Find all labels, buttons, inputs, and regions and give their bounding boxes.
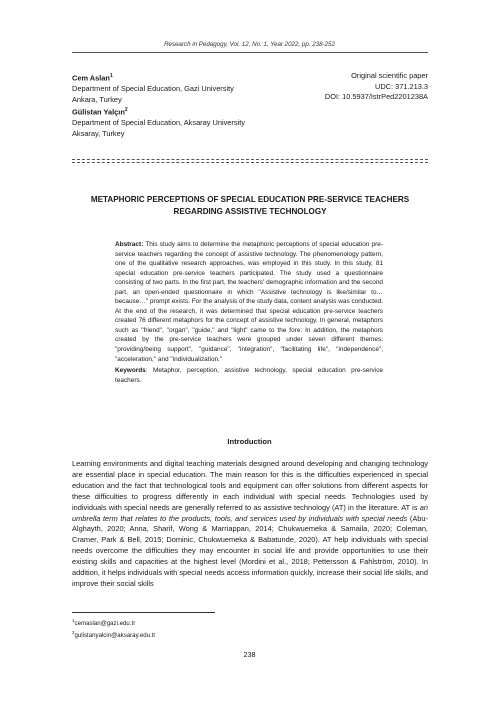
author-1-name: Cem Aslan (72, 73, 110, 83)
author-2-mark: 2 (124, 107, 128, 114)
author-2-affiliation: Department of Special Education, Aksaray University (72, 118, 245, 128)
introduction-paragraph (72, 459, 428, 590)
section-separator (72, 159, 428, 163)
author-2 (72, 105, 245, 139)
footnote-2-mark: 2 (72, 629, 75, 635)
article-meta (325, 71, 428, 103)
abstract-text: This study aims to determine the metaphoric perceptions of special education pre-service teachers regarding the concept of assistive technology. The phenomenology pattern, one of the qualitative research approaches, was employed in this study. In this study, 81 special education pre-service teachers participated. The study used a questionnaire consisting of two parts. In the first part, the teachers' demographic information and the second part, an open-ended questionnaire in which "Assistive technology is like/similar to… because…" prompt exists. For the analysis of the study data, content analysis was conducted. At the end of the research, it was determined that special education pre-service teachers created 76 different metaphors for the concept of assistive technology. In general, metaphors such as "friend", "organ", "guide," and "light" came to the fore. In addition, the metaphors created by the pre-service teachers were grouped under seven different themes: "providing/being support", "guidance", "integration", "facilitating life", "independence", "acceleration," and "individualization." (115, 241, 383, 363)
author-1-location: Ankara, Turkey (72, 94, 122, 104)
keywords (115, 366, 383, 385)
section-heading-introduction: Introduction (227, 437, 272, 446)
intro-text-part-2: (Abu-Alghayth, 2020; Anna, Sharif, Wong & Marriappan, 2014; Chukwuemeka & Samaila, 2020; Coleman, Cramer, Park & Bell, 2015; Dominic, Chukwuemeka & Babatunde, 2020). AT help individuals with special needs overcome the difficulties they may encounter in social life and provide opportunities to use their existing skills and capacities at the highest level (Mordini et al., 2018; Pettersson & Fahlström, 2010). In addition, it helps individuals with special needs access information quickly, increase their social life skills, and improve their social skills (72, 513, 428, 588)
udc-code: UDC: 371.213.3 (375, 81, 428, 91)
doi: DOI: 10.5937/IstrPed2201238A (324, 92, 428, 102)
title-line-2: REGARDING ASSISTIVE TECHNOLOGY (173, 206, 327, 216)
title-line-1: METAPHORIC PERCEPTIONS OF SPECIAL EDUCATION PRE-SERVICE TEACHERS (90, 195, 410, 204)
keywords-text: : Metaphor, perception, assistive technology, special education pre-service teachers. (115, 367, 383, 384)
header-rule (72, 52, 428, 53)
author-1-mark: 1 (109, 73, 113, 79)
footnote-1 (72, 617, 155, 629)
abstract-label: Abstract: (115, 241, 144, 248)
author-block (72, 71, 245, 140)
footnote-rule (72, 612, 215, 613)
paper-title (72, 194, 428, 217)
keywords-label: Keywords (115, 367, 146, 374)
footnote-2-email: gulistanyalcin@aksaray.edu.tr (74, 631, 156, 639)
page-number: 238 (243, 650, 256, 659)
footnotes (72, 617, 155, 641)
author-1 (72, 71, 245, 105)
author-2-location: Aksaray, Turkey (72, 128, 125, 138)
intro-italic-definition: an umbrella term that relates to the products, tools, and services used by individuals with special needs (72, 502, 428, 523)
intro-text-part-1: Learning environments and digital teaching materials designed around developing and changing technology are essential place in special education. The main reason for this is the difficulties experienced in special education and the fact that technological tools and equipment can offer solutions from different aspects for these difficulties to progress differently in each individual with special needs. Technologies used by individuals with special needs are generally referred to as assistive technology (AT) in the literature. AT is (72, 459, 428, 512)
paper-type: Original scientific paper (351, 71, 428, 80)
footnote-1-email: cemaslan@gazi.edu.tr (74, 620, 136, 628)
author-1-affiliation: Department of Special Education, Gazi University (72, 84, 234, 94)
running-head: Research in Pedagogy, Vol. 12, No. 1, Year 2022, pp. 238-252 (164, 41, 335, 48)
author-2-name: Gülistan Yalçın (72, 107, 125, 117)
abstract (115, 240, 383, 364)
footnote-2 (72, 629, 155, 641)
footnote-1-mark: 1 (72, 618, 75, 623)
